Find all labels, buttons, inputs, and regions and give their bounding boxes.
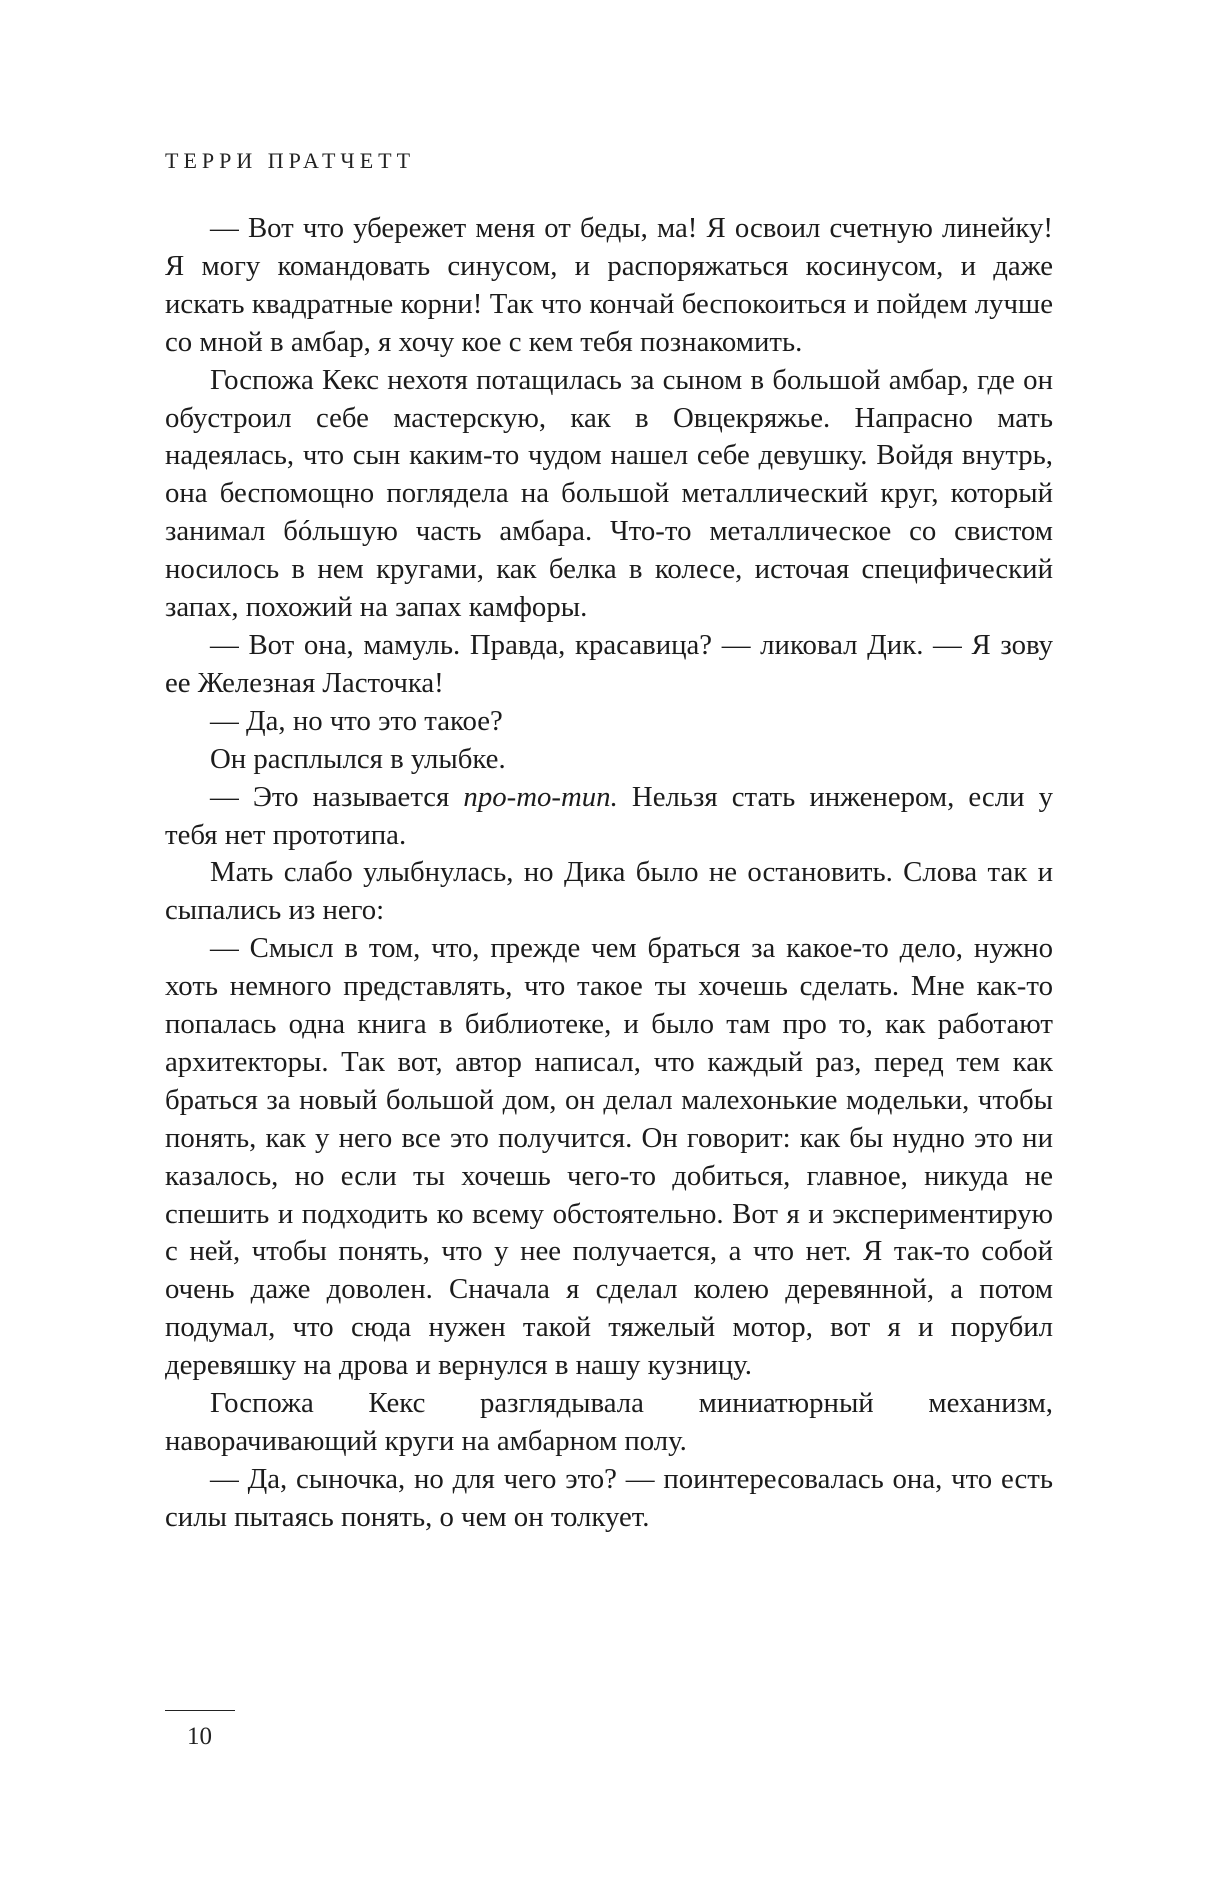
- paragraph-1: — Вот что убережет меня от беды, ма! Я освоил счетную линейку! Я могу командовать синусом, и распоряжаться косинусом, и даже искать квадратные корни! Так что кончай беспокоиться и пойдем лучше со мной в амбар, я хочу кое с кем тебя познакомить.: [165, 212, 1053, 358]
- paragraph-6-lead: — Это называется: [210, 780, 464, 813]
- paragraph-7: Мать слабо улыбнулась, но Дика было не остановить. Слова так и сыпались из него:: [165, 856, 1053, 927]
- page-number: 10: [187, 1723, 212, 1750]
- body-text: [165, 210, 1053, 1537]
- paragraph-9: Госпожа Кекс разглядывала миниатюрный механизм, наворачивающий круги на амбарном полу.: [165, 1387, 1053, 1457]
- paragraph-4: — Да, но что это такое?: [210, 704, 503, 737]
- paragraph-3: — Вот она, мамуль. Правда, красавица? — ликовал Дик. — Я зову ее Железная Ласточка!: [165, 628, 1053, 699]
- paragraph-8: — Смысл в том, что, прежде чем браться за какое-то дело, нужно хоть немного представлять, что такое ты хочешь сделать. Мне как-то попалась одна книга в библиотеке, и было там про то, как работают архитекторы. Так вот, автор написал, что каждый раз, перед тем как браться за новый большой дом, он делал малехонькие модельки, чтобы понять, как у него все это получится. Он говорит: как бы нудно это ни казалось, но если ты хочешь чего-то добиться, главное, никуда не спешить и подходить ко всему обстоятельно. Вот я и экспериментирую с ней, чтобы понять, что у нее получается, а что нет. Я так-то собой очень даже доволен. Сначала я сделал колею деревянной, а потом подумал, что сюда нужен такой тяжелый мотор, вот я и порубил деревяшку на дрова и вернулся в нашу кузницу.: [165, 932, 1053, 1382]
- paragraph-6-tail: Нельзя стать инженером, если у тебя нет прототипа.: [165, 780, 1053, 851]
- paragraph-6: [165, 779, 1053, 855]
- paragraph-2: Госпожа Кекс нехотя потащилась за сыном в большой амбар, где он обустроил себе мастерскую, как в Овцекряжье. Напрасно мать надеялась, что сын каким-то чудом нашел себе девушку. Войдя внутрь, она беспомощно поглядела на большой металлический круг, который занимал бóльшую часть амбара. Что-то металлическое со свистом носилось в нем кругами, как белка в колесе, источая специфический запах, похожий на запах камфоры.: [165, 363, 1053, 624]
- paragraph-6-emphasis: про-то-тип.: [463, 780, 618, 813]
- folio-rule: [165, 1710, 235, 1711]
- paragraph-5: Он расплылся в улыбке.: [210, 742, 506, 775]
- paragraph-10: — Да, сыночка, но для чего это? — поинтересовалась она, что есть силы пытаясь понять, о чем он толкует.: [165, 1462, 1053, 1533]
- running-head-author: ТЕРРИ ПРАТЧЕТТ: [165, 148, 416, 173]
